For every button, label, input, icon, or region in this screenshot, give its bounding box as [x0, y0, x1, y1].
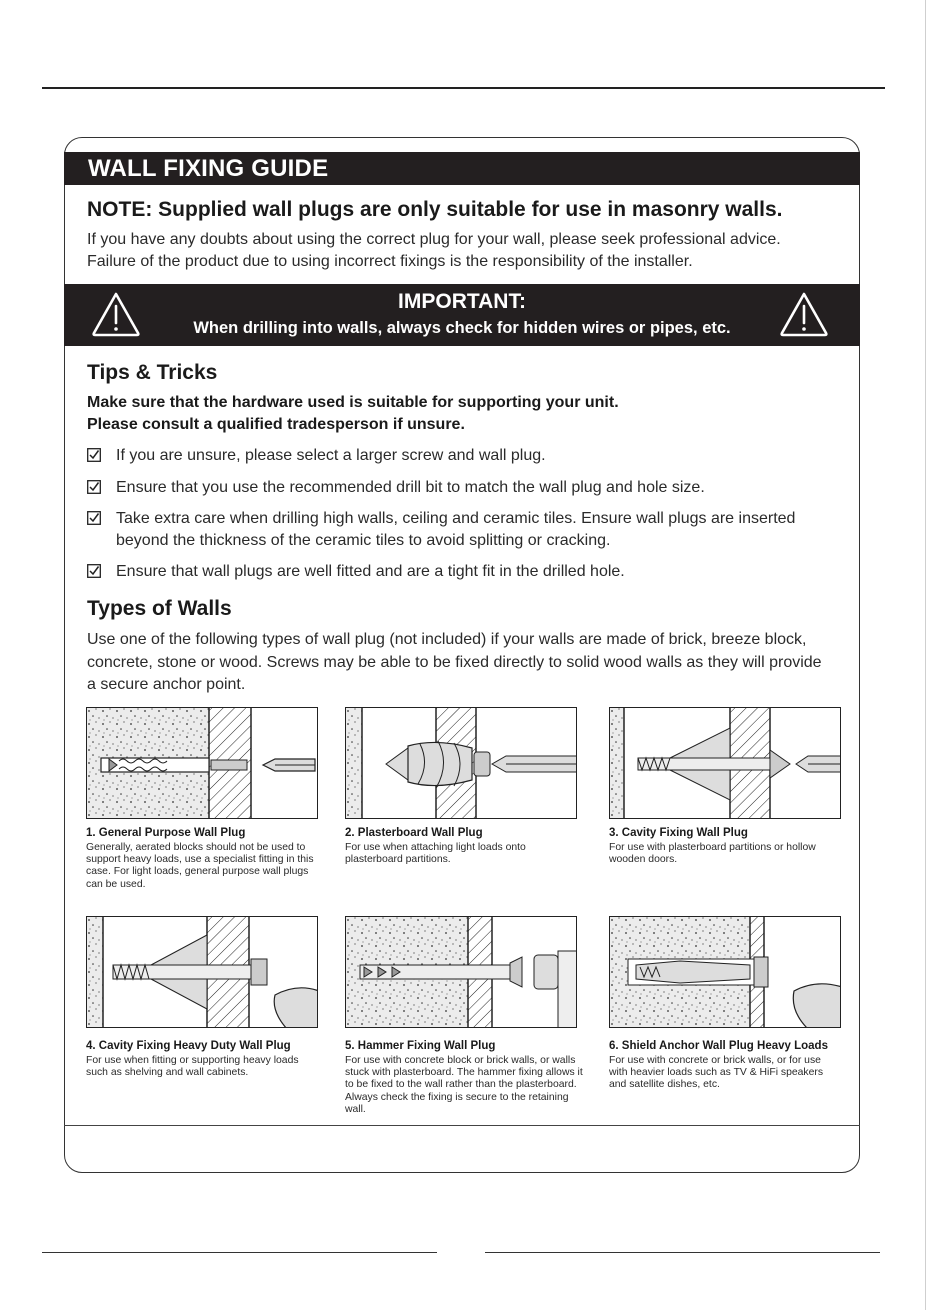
warning-triangle-icon	[779, 291, 829, 337]
plug-caption	[86, 826, 326, 891]
plug-illustration-cavity	[609, 707, 841, 819]
note-body	[87, 229, 867, 273]
plug-caption	[345, 1039, 585, 1116]
plug-desc-line: can be used.	[86, 878, 146, 890]
plug-title: 1. General Purpose Wall Plug	[86, 827, 246, 839]
checked-box-icon	[87, 480, 101, 494]
tip-text: Ensure that you use the recommended drill bit to match the wall plug and hole size.	[116, 479, 705, 496]
plug-caption	[86, 1039, 326, 1079]
plug-illustration-plasterboard	[345, 707, 577, 819]
walls-intro-line: Use one of the following types of wall plug (not included) if your walls are made of brick, breeze block,	[87, 631, 807, 648]
walls-intro-line: a secure anchor point.	[87, 676, 246, 693]
plug-title: 2. Plasterboard Wall Plug	[345, 827, 483, 839]
plug-title: 5. Hammer Fixing Wall Plug	[345, 1040, 496, 1052]
walls-intro-line: concrete, stone or wood. Screws may be able to be fixed directly to solid wood walls as they will provide	[87, 653, 822, 671]
plug-desc-line: case. For light loads, general purpose wall plugs	[86, 866, 309, 878]
plug-illustration-hammer	[345, 916, 577, 1028]
tip-text: If you are unsure, please select a larger screw and wall plug.	[116, 447, 546, 464]
plug-illustration-shield-anchor	[609, 916, 841, 1028]
tip-item	[87, 561, 857, 583]
plug-desc-line: with heavier loads such as TV & HiFi speakers	[609, 1067, 824, 1079]
plug-desc-line: wooden doors.	[609, 854, 678, 866]
plug-desc-line: For use with concrete block or brick walls, or walls	[345, 1055, 576, 1066]
page-edge	[925, 0, 926, 1310]
checked-box-icon	[87, 448, 101, 462]
tips-heading: Tips & Tricks	[87, 361, 218, 384]
plug-desc-line: For use with plasterboard partitions or hollow	[609, 842, 816, 853]
tip-item	[87, 508, 857, 552]
plug-desc-line: and satellite dishes, etc.	[609, 1079, 720, 1091]
footer-rule-left	[42, 1252, 437, 1253]
important-text: When drilling into walls, always check for hidden wires or pipes, etc.	[193, 319, 731, 337]
plug-illustration-cavity-heavy-duty	[86, 916, 318, 1028]
important-banner	[64, 284, 860, 346]
walls-heading: Types of Walls	[87, 597, 232, 620]
important-title: IMPORTANT:	[398, 290, 526, 313]
walls-intro	[87, 629, 862, 697]
plug-desc-line: Generally, aerated blocks should not be used to	[86, 842, 306, 853]
plug-desc-line: For use when fitting or supporting heavy loads	[86, 1055, 299, 1066]
tip-item	[87, 477, 857, 499]
note-line: Failure of the product due to using incorrect fixings is the responsibility of the installer.	[87, 253, 693, 270]
plug-desc-line: such as shelving and wall cabinets.	[86, 1067, 249, 1079]
tips-intro-line: Please consult a qualified tradesperson if unsure.	[87, 416, 465, 433]
guide-title: WALL FIXING GUIDE	[88, 155, 329, 182]
plug-desc-line: support heavy loads, use a specialist fitting in this	[86, 854, 314, 866]
plug-illustration-general-purpose	[86, 707, 318, 819]
plug-title: 6. Shield Anchor Wall Plug Heavy Loads	[609, 1040, 828, 1052]
plug-desc-line: Always check the fixing is secure to the retaining wall.	[345, 1091, 569, 1115]
guide-title-bar	[64, 152, 860, 185]
plug-title: 3. Cavity Fixing Wall Plug	[609, 827, 748, 839]
tip-text: Ensure that wall plugs are well fitted and are a tight fit in the drilled hole.	[116, 563, 625, 580]
note-line: If you have any doubts about using the correct plug for your wall, please seek professional advice.	[87, 231, 781, 248]
plug-caption	[609, 826, 849, 866]
tip-item	[87, 445, 857, 467]
top-rule	[42, 87, 885, 89]
plug-title: 4. Cavity Fixing Heavy Duty Wall Plug	[86, 1040, 291, 1052]
tips-intro-line: Make sure that the hardware used is suitable for supporting your unit.	[87, 394, 619, 411]
checked-box-icon	[87, 511, 101, 525]
plug-desc-line: stuck with plasterboard. The hammer fixing allows it	[345, 1067, 583, 1079]
note-heading: NOTE: Supplied wall plugs are only suitable for use in masonry walls.	[87, 198, 783, 221]
plug-caption	[345, 826, 585, 866]
footer-rule-right	[485, 1252, 880, 1253]
plug-desc-line: plasterboard partitions.	[345, 854, 451, 866]
plug-caption	[609, 1039, 849, 1092]
plug-desc-line: to be fixed to the wall rather than the plasterboard.	[345, 1079, 577, 1091]
card-divider	[64, 1125, 860, 1126]
plug-desc-line: For use with concrete or brick walls, or for use	[609, 1055, 821, 1066]
tip-text: Take extra care when drilling high walls, ceiling and ceramic tiles. Ensure wall plugs are inserted beyond the thickness of the ceramic tiles to avoid splitting or cracking.	[116, 510, 796, 549]
plug-desc-line: For use when attaching light loads onto	[345, 842, 526, 853]
checked-box-icon	[87, 564, 101, 578]
